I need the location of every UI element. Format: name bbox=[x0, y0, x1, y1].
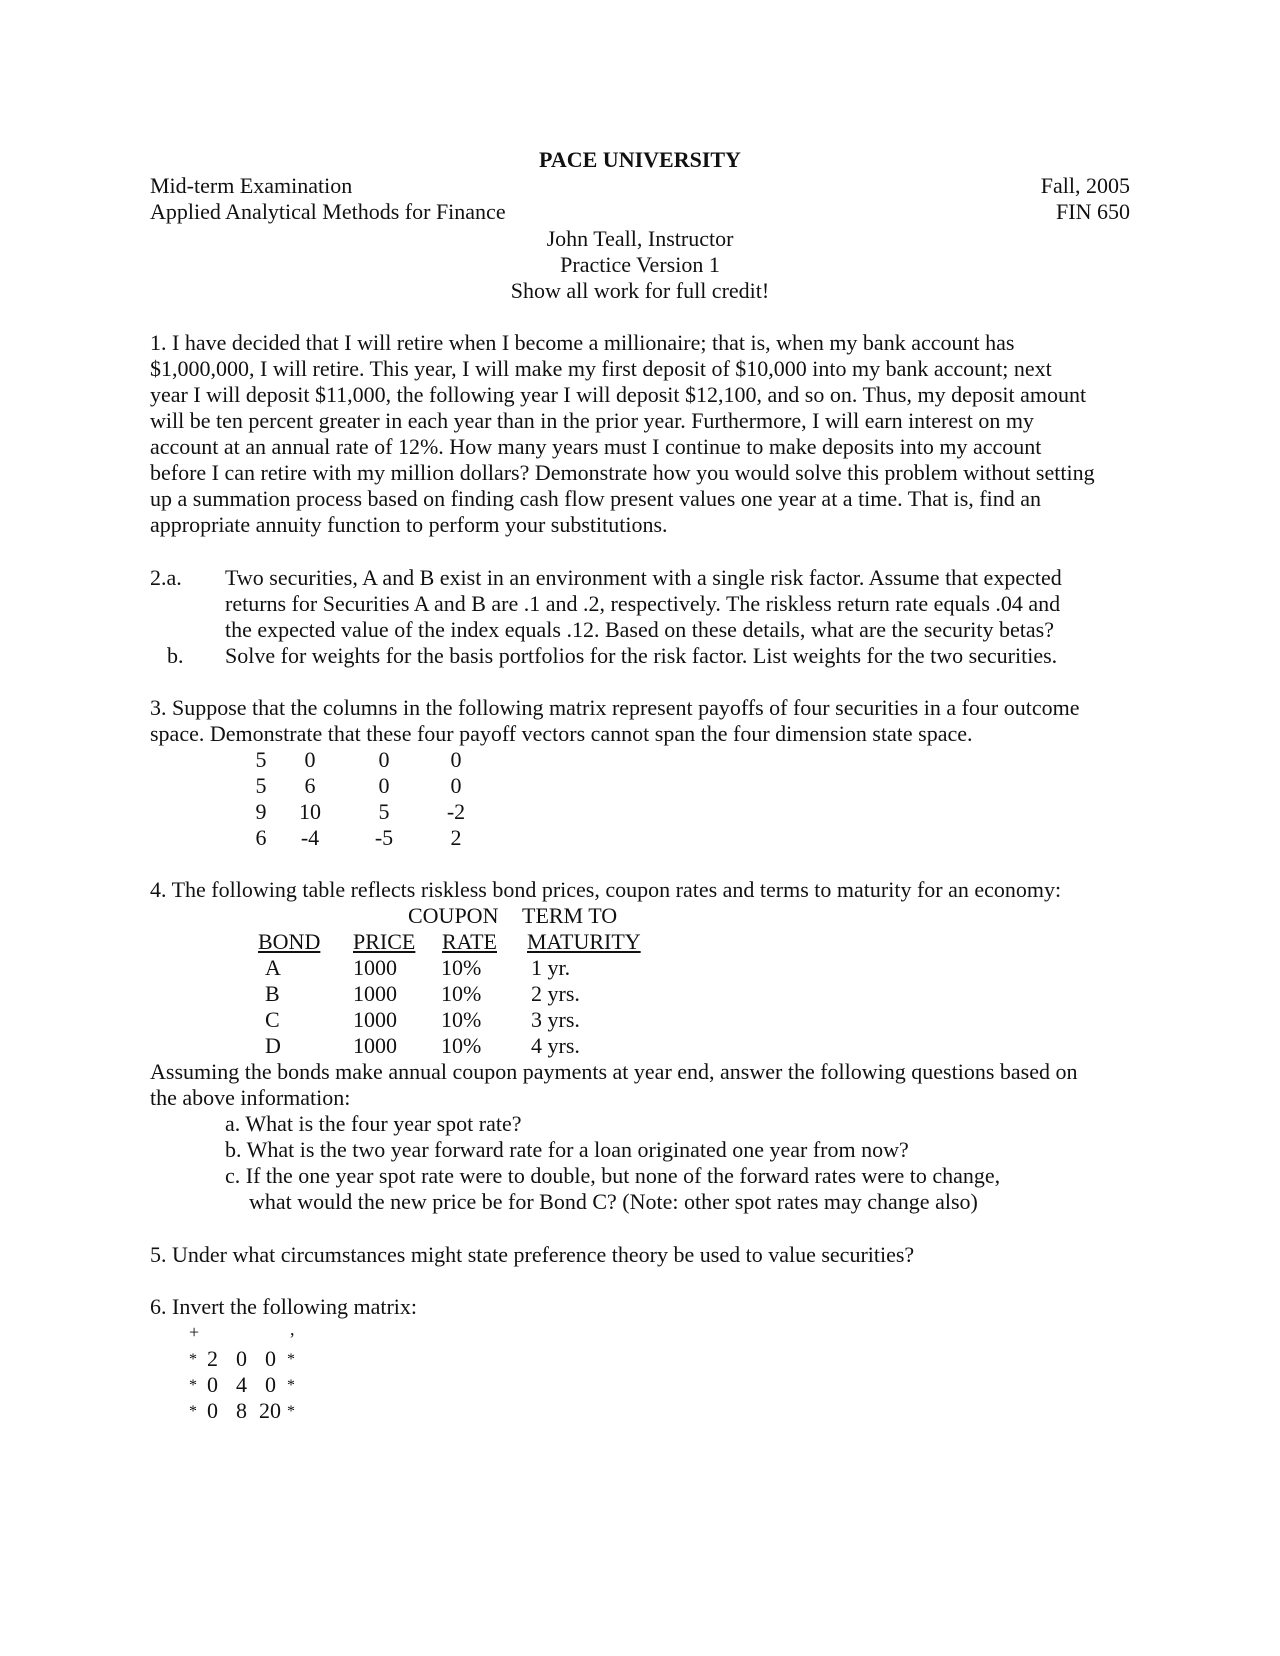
q1-line: will be ten percent greater in each year than in the prior year. Furthermore, I will earn interest on my bbox=[150, 408, 1034, 433]
bracket-side: * bbox=[287, 1403, 295, 1420]
q2a-label: 2.a. bbox=[150, 565, 182, 590]
matrix-cell: 5 bbox=[255, 773, 267, 798]
bracket-top-right: , bbox=[290, 1319, 295, 1339]
q2a-line: returns for Securities A and B are .1 and .2, respectively. The riskless return rate equals .04 and bbox=[225, 591, 1061, 616]
q1-line: before I can retire with my million dollars? Demonstrate how you would solve this problem without setting bbox=[150, 460, 1095, 485]
matrix-cell: 5 bbox=[378, 799, 390, 824]
q4-after-line: Assuming the bonds make annual coupon payments at year end, answer the following questions based on bbox=[150, 1059, 1078, 1084]
q1-line: appropriate annuity function to perform your substitutions. bbox=[150, 512, 668, 537]
q6-line: 6. Invert the following matrix: bbox=[150, 1294, 417, 1319]
matrix-cell: 0 bbox=[304, 747, 316, 772]
q3-line: space. Demonstrate that these four payoff vectors cannot span the four dimension state space. bbox=[150, 721, 973, 746]
table-header: BOND bbox=[258, 929, 321, 954]
bracket-side: * bbox=[189, 1377, 197, 1394]
q1-line: up a summation process based on finding cash flow present values one year at a time. That is, find an bbox=[150, 486, 1041, 511]
matrix-cell: 8 bbox=[236, 1398, 247, 1423]
course-title: Applied Analytical Methods for Finance bbox=[150, 199, 506, 224]
matrix-cell: 0 bbox=[450, 773, 462, 798]
table-cell: 1000 bbox=[353, 981, 397, 1006]
q2b-line: Solve for weights for the basis portfolios for the risk factor. List weights for the two securities. bbox=[225, 643, 1058, 668]
matrix-cell: 0 bbox=[265, 1346, 276, 1371]
table-cell: D bbox=[265, 1033, 281, 1058]
table-cell: A bbox=[265, 955, 281, 980]
matrix-cell: 10 bbox=[299, 799, 321, 824]
instruction: Show all work for full credit! bbox=[510, 278, 770, 303]
matrix-cell: 9 bbox=[255, 799, 267, 824]
matrix-cell: 0 bbox=[265, 1372, 276, 1397]
university-title: PACE UNIVERSITY bbox=[539, 147, 741, 172]
matrix-cell: -5 bbox=[374, 825, 394, 850]
matrix-cell: 0 bbox=[450, 747, 462, 772]
question-5: 5. Under what circumstances might state preference theory be used to value securities? bbox=[150, 1242, 915, 1267]
q1-line: account at an annual rate of 12%. How many years must I continue to make deposits into my account bbox=[150, 434, 1042, 459]
table-header: MATURITY bbox=[527, 929, 641, 954]
q1-line: 1. I have decided that I will retire when I become a millionaire; that is, when my bank account has bbox=[150, 330, 1015, 355]
matrix-cell: -4 bbox=[300, 825, 320, 850]
matrix-cell: 20 bbox=[259, 1398, 281, 1423]
matrix-cell: 0 bbox=[236, 1346, 247, 1371]
exam-title: Mid-term Examination bbox=[150, 173, 353, 198]
table-cell: 2 yrs. bbox=[531, 981, 580, 1006]
matrix-cell: 4 bbox=[236, 1372, 247, 1397]
matrix-cell: 0 bbox=[378, 747, 390, 772]
bracket-side: * bbox=[189, 1403, 197, 1420]
instructor: John Teall, Instructor bbox=[546, 226, 734, 251]
matrix-cell: 5 bbox=[255, 747, 267, 772]
matrix-cell: 2 bbox=[207, 1346, 218, 1371]
matrix-cell: -2 bbox=[446, 799, 466, 824]
course-code: FIN 650 bbox=[1056, 199, 1130, 224]
q2b-label: b. bbox=[167, 643, 184, 668]
table-header: RATE bbox=[442, 929, 497, 954]
table-cell: 10% bbox=[441, 1007, 482, 1032]
q4-sub-question: b. What is the two year forward rate for a loan originated one year from now? bbox=[225, 1137, 909, 1162]
matrix-cell: 0 bbox=[378, 773, 390, 798]
matrix-cell: 0 bbox=[207, 1398, 218, 1423]
q4-sub-question: c. If the one year spot rate were to double, but none of the forward rates were to change, bbox=[225, 1163, 1001, 1188]
table-header: TERM TO bbox=[522, 903, 618, 928]
bracket-top-left: + bbox=[189, 1322, 200, 1342]
table-cell: 1000 bbox=[353, 1007, 397, 1032]
table-cell: B bbox=[265, 981, 280, 1006]
q4-sub-question: what would the new price be for Bond C? (Note: other spot rates may change also) bbox=[249, 1189, 978, 1214]
matrix-cell: 6 bbox=[304, 773, 316, 798]
table-cell: 10% bbox=[441, 981, 482, 1006]
term: Fall, 2005 bbox=[1040, 173, 1130, 198]
bracket-side: * bbox=[189, 1351, 197, 1368]
table-header: PRICE bbox=[353, 929, 416, 954]
q2a-line: the expected value of the index equals .12. Based on these details, what are the security betas? bbox=[225, 617, 1054, 642]
matrix-cell: 0 bbox=[207, 1372, 218, 1397]
table-cell: C bbox=[265, 1007, 280, 1032]
q1-line: year I will deposit $11,000, the following year I will deposit $12,100, and so on. Thus, my deposit amount bbox=[150, 382, 1087, 407]
version: Practice Version 1 bbox=[560, 252, 720, 277]
bracket-side: * bbox=[287, 1351, 295, 1368]
q3-line: 3. Suppose that the columns in the following matrix represent payoffs of four securities in a four outcome bbox=[150, 695, 1080, 720]
table-cell: 10% bbox=[441, 1033, 482, 1058]
matrix-cell: 6 bbox=[255, 825, 267, 850]
bracket-side: * bbox=[287, 1377, 295, 1394]
q2a-line: Two securities, A and B exist in an environment with a single risk factor. Assume that expected bbox=[225, 565, 1062, 590]
table-cell: 3 yrs. bbox=[531, 1007, 580, 1032]
table-cell: 1000 bbox=[353, 955, 397, 980]
table-cell: 1 yr. bbox=[531, 955, 571, 980]
q4-intro: 4. The following table reflects riskless bond prices, coupon rates and terms to maturity for an economy: bbox=[150, 877, 1062, 902]
q1-line: $1,000,000, I will retire. This year, I will make my first deposit of $10,000 into my bank account; next bbox=[150, 356, 1052, 381]
matrix-cell: 2 bbox=[450, 825, 462, 850]
q4-sub-question: a. What is the four year spot rate? bbox=[225, 1111, 522, 1136]
q4-after-line: the above information: bbox=[150, 1085, 351, 1110]
table-cell: 4 yrs. bbox=[531, 1033, 580, 1058]
table-cell: 10% bbox=[441, 955, 482, 980]
table-header: COUPON bbox=[408, 903, 499, 928]
table-cell: 1000 bbox=[353, 1033, 397, 1058]
